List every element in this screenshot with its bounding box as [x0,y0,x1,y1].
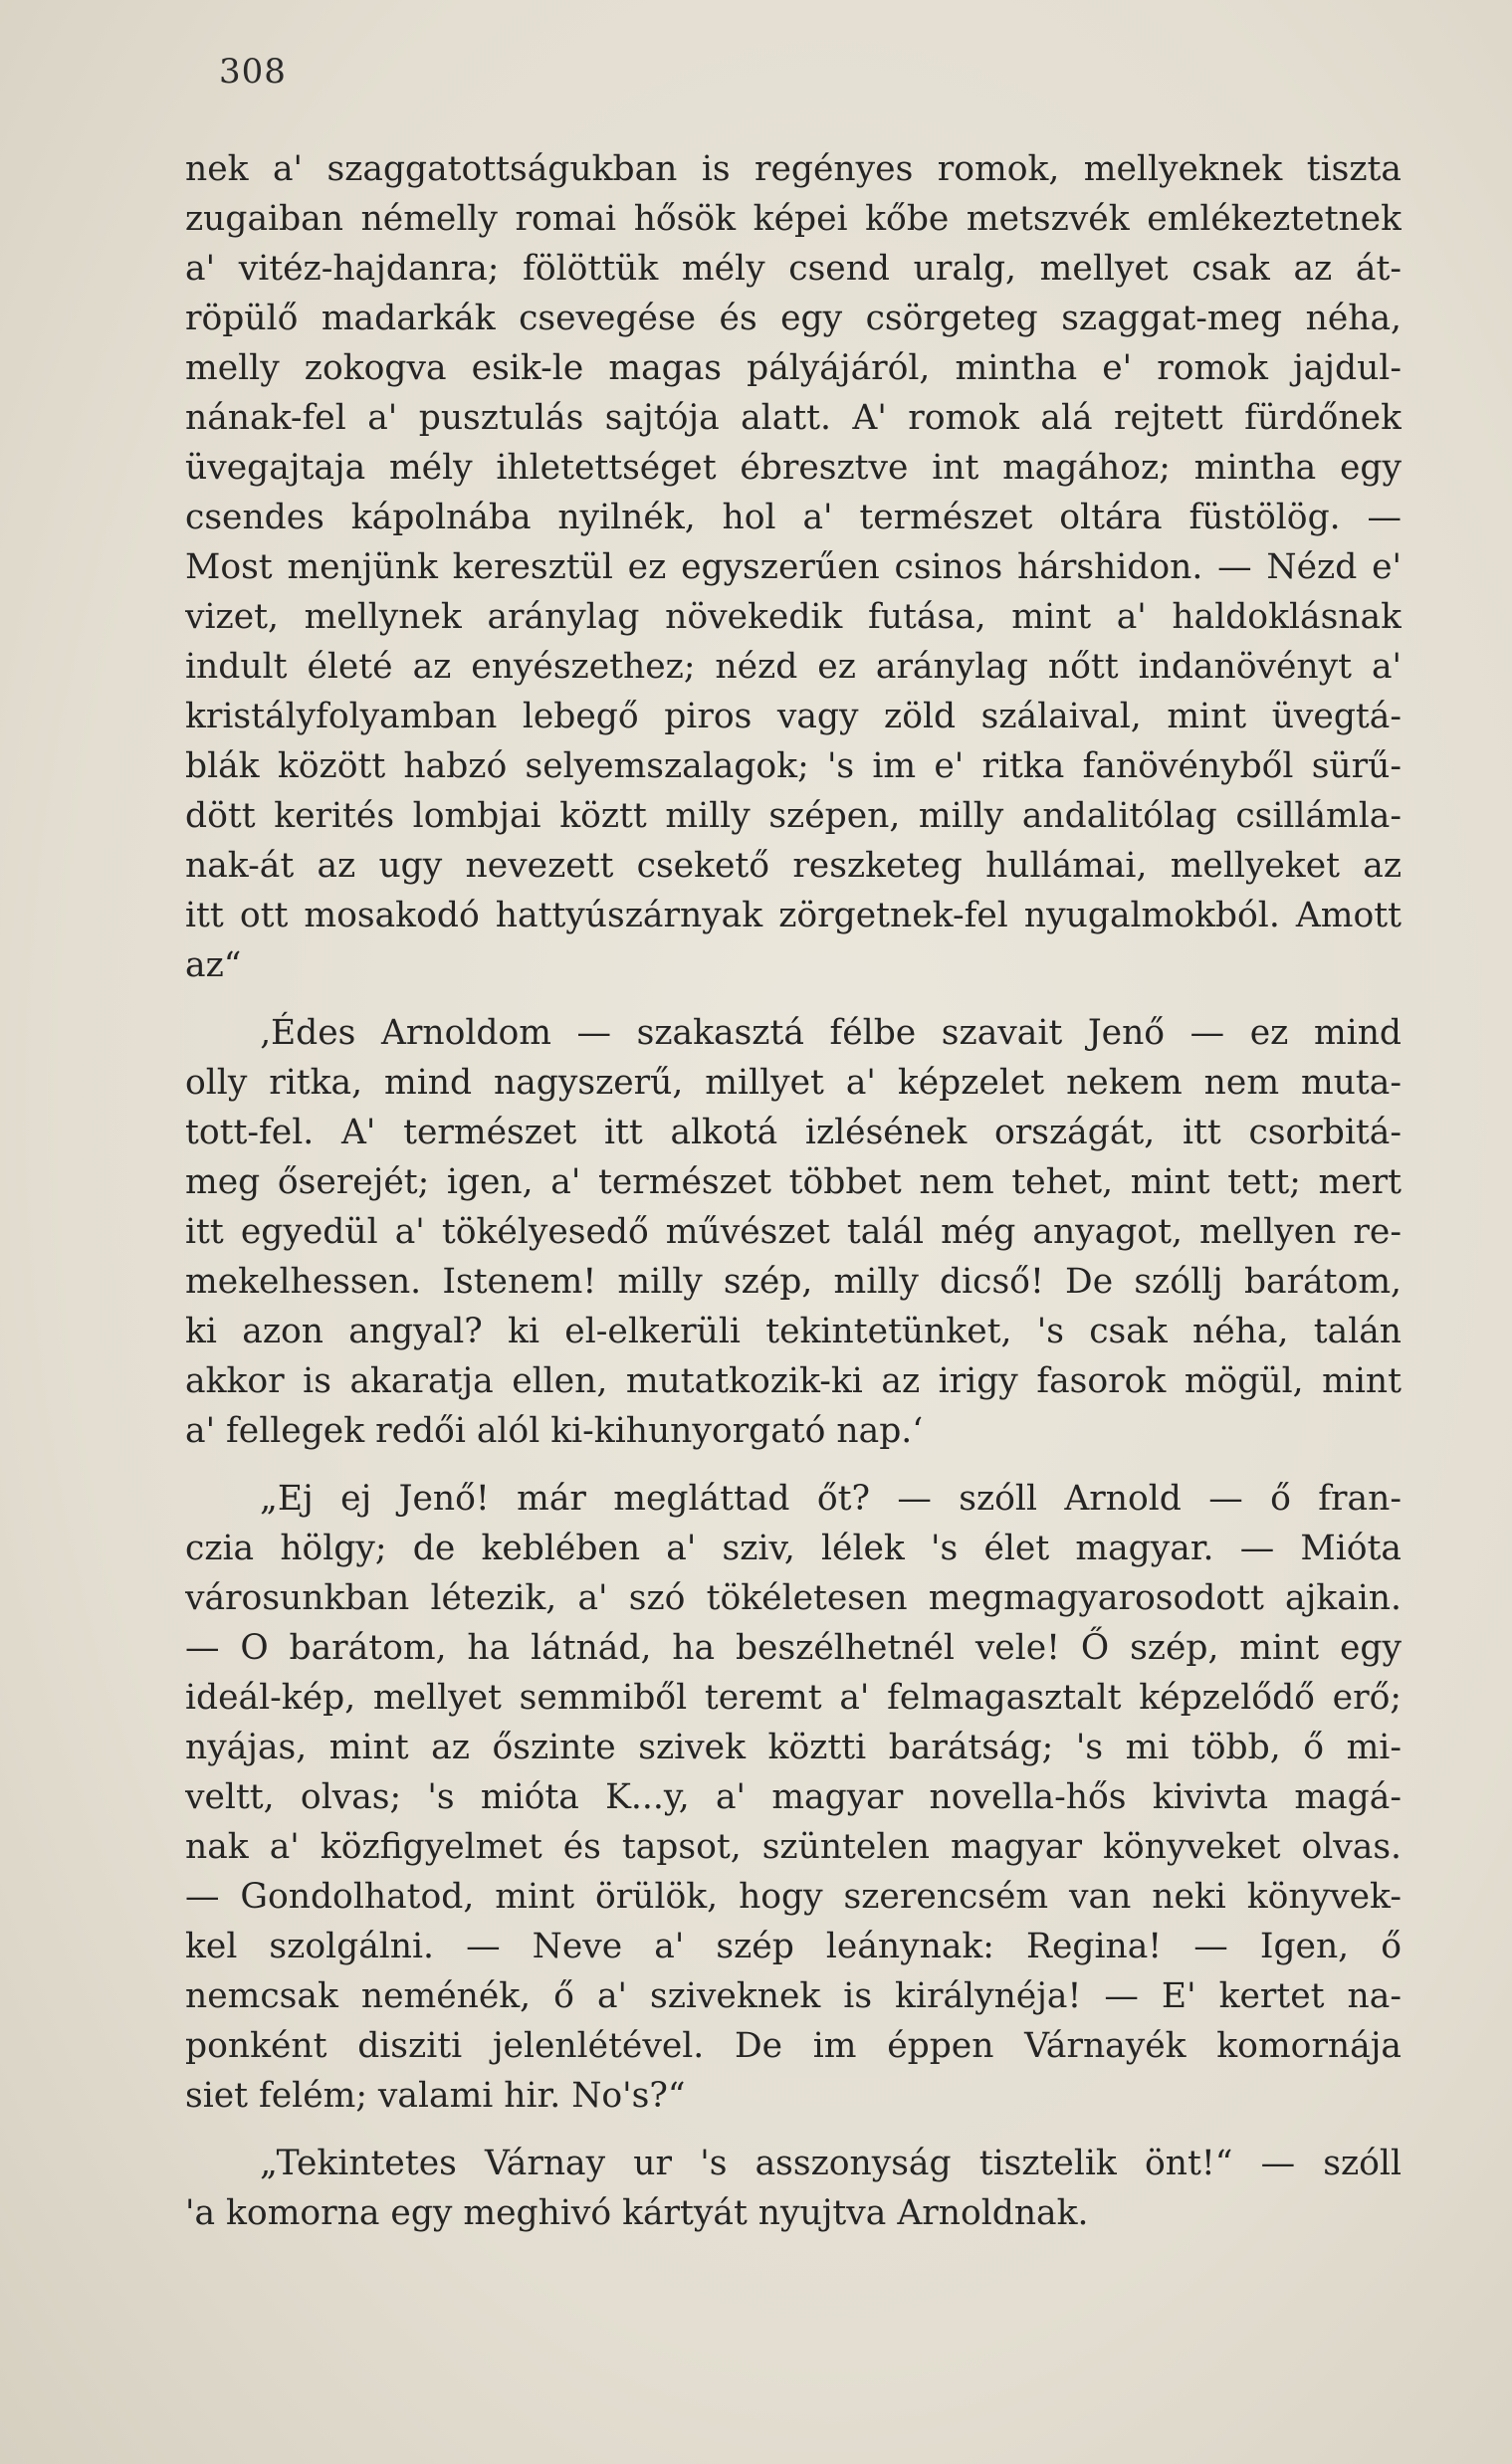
text-line: ponként disziti jelenlétével. De im éppen Várnayék komornája [185,2026,1402,2066]
text-line: akkor is akaratja ellen, mutatkozik-ki az irigy fasorok mögül, mint [185,1361,1402,1401]
text-line: meg őserejét; igen, a' természet többet nem tehet, mint tett; mert [185,1162,1402,1202]
text-line: nának-fel a' pusztulás sajtója alatt. A' romok alá rejtett fürdőnek [185,398,1402,438]
text-line: itt ott mosakodó hattyúszárnyak zörgetnek-fel nyugalmokból. Amott [185,896,1402,935]
text-line: zugaiban némelly romai hősök képei kőbe metszvék emlékeztetnek [185,199,1402,239]
text-line: olly ritka, mind nagyszerű, millyet a' képzelet nekem nem muta- [185,1063,1402,1103]
text-line: veltt, olvas; 's mióta K...y, a' magyar novella-hős kivivta magá- [185,1777,1402,1817]
text-line: nek a' szaggatottságukban is regényes romok, mellyeknek tiszta [185,149,1402,189]
text-line: röpülő madarkák csevegése és egy csörgeteg szaggat-meg néha, [185,299,1402,338]
text-line: blák között habzó selyemszalagok; 's im e' ritka fanövényből sürű- [185,746,1402,786]
body-text [185,144,1402,2238]
text-line: a' fellegek redői alól ki-kihunyorgató nap.‘ [185,1411,924,1451]
text-line: üvegajtaja mély ihletettséget ébresztve int magához; mintha egy [185,448,1402,488]
text-line: melly zokogva esik-le magas pályájáról, mintha e' romok jajdul- [185,348,1402,388]
text-line: itt egyedül a' tökélyesedő művészet talál még anyagot, mellyen re- [185,1212,1402,1252]
text-line: nak-át az ugy nevezett csekető reszketeg hullámai, mellyeket az [185,846,1402,886]
paragraph [185,144,1402,990]
text-line: ideál-kép, mellyet semmiből teremt a' felmagasztalt képzelődő erő; [185,1678,1402,1718]
text-line: dött kerités lombjai köztt milly szépen, milly andalitólag csillámla- [185,796,1402,836]
text-line: — O barátom, ha látnád, ha beszélhetnél vele! Ő szép, mint egy [185,1628,1402,1668]
text-line: mekelhessen. Istenem! milly szép, milly dicső! De szóllj barátom, [185,1262,1402,1302]
text-line: csendes kápolnába nyilnék, hol a' természet oltára füstölög. — [185,498,1402,537]
paragraph [185,1008,1402,1456]
text-line: nemcsak neménék, ő a' sziveknek is királynéja! — E' kertet na- [185,1976,1402,2016]
text-line: ki azon angyal? ki el-elkerüli tekintetünket, 's csak néha, talán [185,1312,1402,1351]
text-line: 'a komorna egy meghivó kártyát nyujtva Arnoldnak. [185,2193,1089,2233]
page-number: 308 [219,52,287,92]
text-line: kristályfolyamban lebegő piros vagy zöld szálaival, mint üvegtá- [185,697,1402,736]
paragraph [185,1474,1402,2121]
text-line: a' vitéz-hajdanra; fölöttük mély csend uralg, mellyet csak az át- [185,249,1402,289]
text-line: kel szolgálni. — Neve a' szép leánynak: Regina! — Igen, ő [185,1927,1402,1966]
text-line: — Gondolhatod, mint örülök, hogy szerencsém van neki könyvek- [185,1877,1402,1917]
text-line: ‚Édes Arnoldom — szakasztá félbe szavait Jenő — ez mind [260,1013,1402,1053]
paragraph [185,2139,1402,2238]
text-line: városunkban létezik, a' szó tökéletesen megmagyarosodott ajkain. [185,1578,1402,1618]
text-line: „Tekintetes Várnay ur 's asszonyság tisztelik önt!“ — szóll [260,2144,1402,2183]
text-line: Most menjünk keresztül ez egyszerűen csinos hárshidon. — Nézd e' [185,547,1402,587]
text-line: vizet, mellynek aránylag növekedik futása, mint a' haldoklásnak [185,597,1402,637]
text-line: indult életé az enyészethez; nézd ez aránylag nőtt indanövényt a' [185,647,1402,687]
text-line: siet felém; valami hir. No's?“ [185,2076,686,2116]
text-line: „Ej ej Jenő! már megláttad őt? — szóll Arnold — ő fran- [260,1479,1402,1519]
text-line: czia hölgy; de keblében a' sziv, lélek 's élet magyar. — Mióta [185,1529,1402,1568]
text-line: tott-fel. A' természet itt alkotá izlésének országát, itt csorbitá- [185,1113,1402,1152]
text-line: nak a' közfigyelmet és tapsot, szüntelen magyar könyveket olvas. [185,1827,1402,1867]
text-line: nyájas, mint az őszinte szivek köztti barátság; 's mi több, ő mi- [185,1728,1402,1767]
text-line: az“ [185,945,242,985]
